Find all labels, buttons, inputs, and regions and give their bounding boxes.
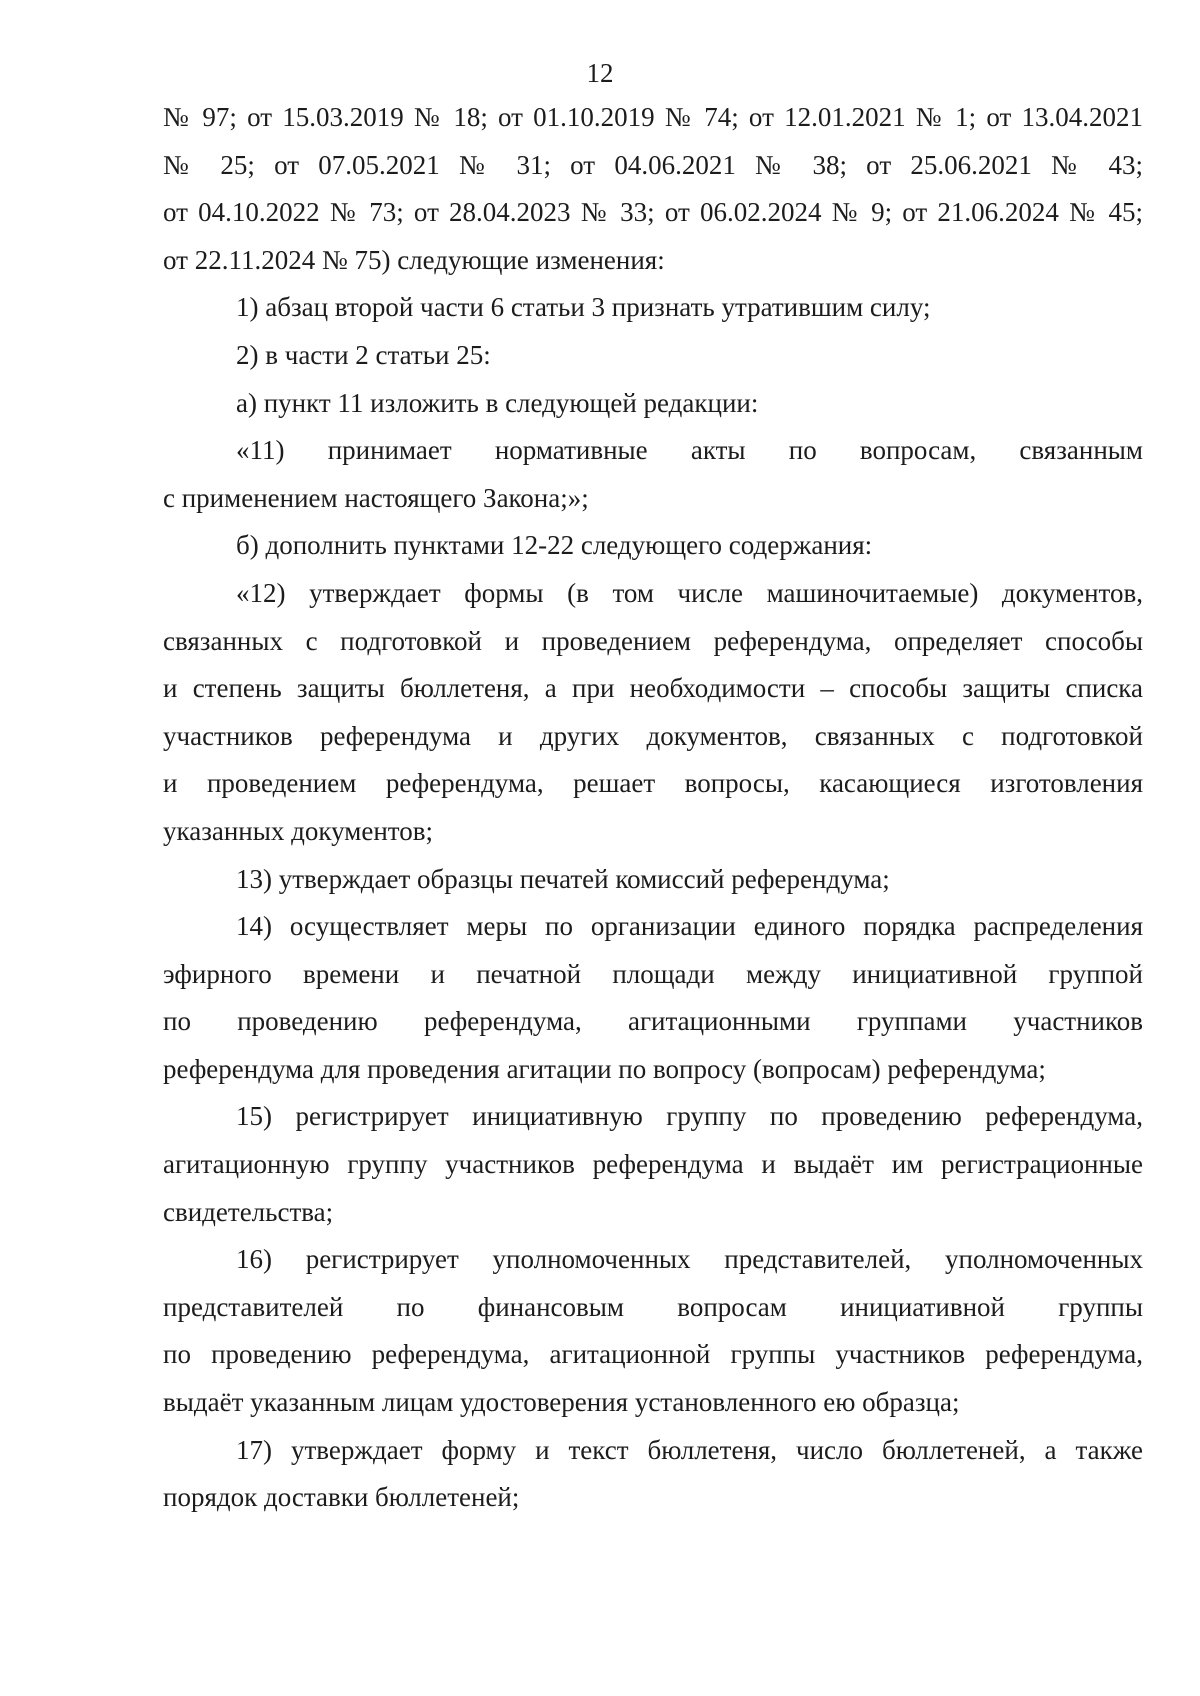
text-line: по проведению референдума, агитационными группами участников bbox=[163, 1006, 1143, 1037]
text-line: 2) в части 2 статьи 25: bbox=[236, 339, 491, 370]
text-line: № 97; от 15.03.2019 № 18; от 01.10.2019 № 74; от 12.01.2021 № 1; от 13.04.2021 bbox=[163, 102, 1143, 132]
text-line: указанных документов; bbox=[163, 815, 433, 846]
text-line: связанных с подготовкой и проведением референдума, определяет способы bbox=[163, 625, 1143, 656]
text-line: 16) регистрирует уполномоченных представителей, уполномоченных bbox=[236, 1244, 1143, 1275]
text-line: и проведением референдума, решает вопросы, касающиеся изготовления bbox=[163, 768, 1143, 799]
text-line: с применением настоящего Закона;»; bbox=[163, 482, 589, 513]
page-number: 12 bbox=[586, 58, 614, 88]
text-line: 17) утверждает форму и текст бюллетеня, число бюллетеней, а также bbox=[236, 1434, 1143, 1465]
text-line: а) пункт 11 изложить в следующей редакции: bbox=[236, 387, 759, 418]
text-line: референдума для проведения агитации по вопросу (вопросам) референдума; bbox=[163, 1053, 1046, 1084]
text-line: от 04.10.2022 № 73; от 28.04.2023 № 33; от 06.02.2024 № 9; от 21.06.2024 № 45; bbox=[163, 197, 1143, 228]
text-line: по проведению референдума, агитационной группы участников референдума, bbox=[163, 1339, 1143, 1370]
text-line: 15) регистрирует инициативную группу по проведению референдума, bbox=[236, 1101, 1143, 1132]
text-line: 14) осуществляет меры по организации единого порядка распределения bbox=[236, 911, 1143, 942]
text-line: эфирного времени и печатной площади между инициативной группой bbox=[163, 958, 1143, 989]
text-line: представителей по финансовым вопросам инициативной группы bbox=[163, 1291, 1143, 1322]
body-text bbox=[163, 94, 1143, 1522]
text-line: № 25; от 07.05.2021 № 31; от 04.06.2021 № 38; от 25.06.2021 № 43; bbox=[163, 149, 1143, 180]
text-line: порядок доставки бюллетеней; bbox=[163, 1482, 520, 1513]
text-line: «11) принимает нормативные акты по вопросам, связанным bbox=[236, 435, 1143, 466]
text-line: «12) утверждает формы (в том числе машиночитаемые) документов, bbox=[236, 577, 1143, 608]
text-line: выдаёт указанным лицам удостоверения установленного ею образца; bbox=[163, 1387, 960, 1418]
text-line: участников референдума и других документов, связанных с подготовкой bbox=[163, 720, 1143, 751]
text-line: и степень защиты бюллетеня, а при необходимости – способы защиты списка bbox=[163, 673, 1143, 704]
text-line: б) дополнить пунктами 12-22 следующего содержания: bbox=[236, 530, 873, 561]
text-line: 1) абзац второй части 6 статьи 3 признать утратившим силу; bbox=[236, 292, 931, 323]
text-line: 13) утверждает образцы печатей комиссий референдума; bbox=[236, 863, 890, 894]
text-line: агитационную группу участников референдума и выдаёт им регистрационные bbox=[163, 1149, 1143, 1180]
text-line: от 22.11.2024 № 75) следующие изменения: bbox=[163, 244, 665, 275]
text-line: свидетельства; bbox=[163, 1196, 334, 1227]
